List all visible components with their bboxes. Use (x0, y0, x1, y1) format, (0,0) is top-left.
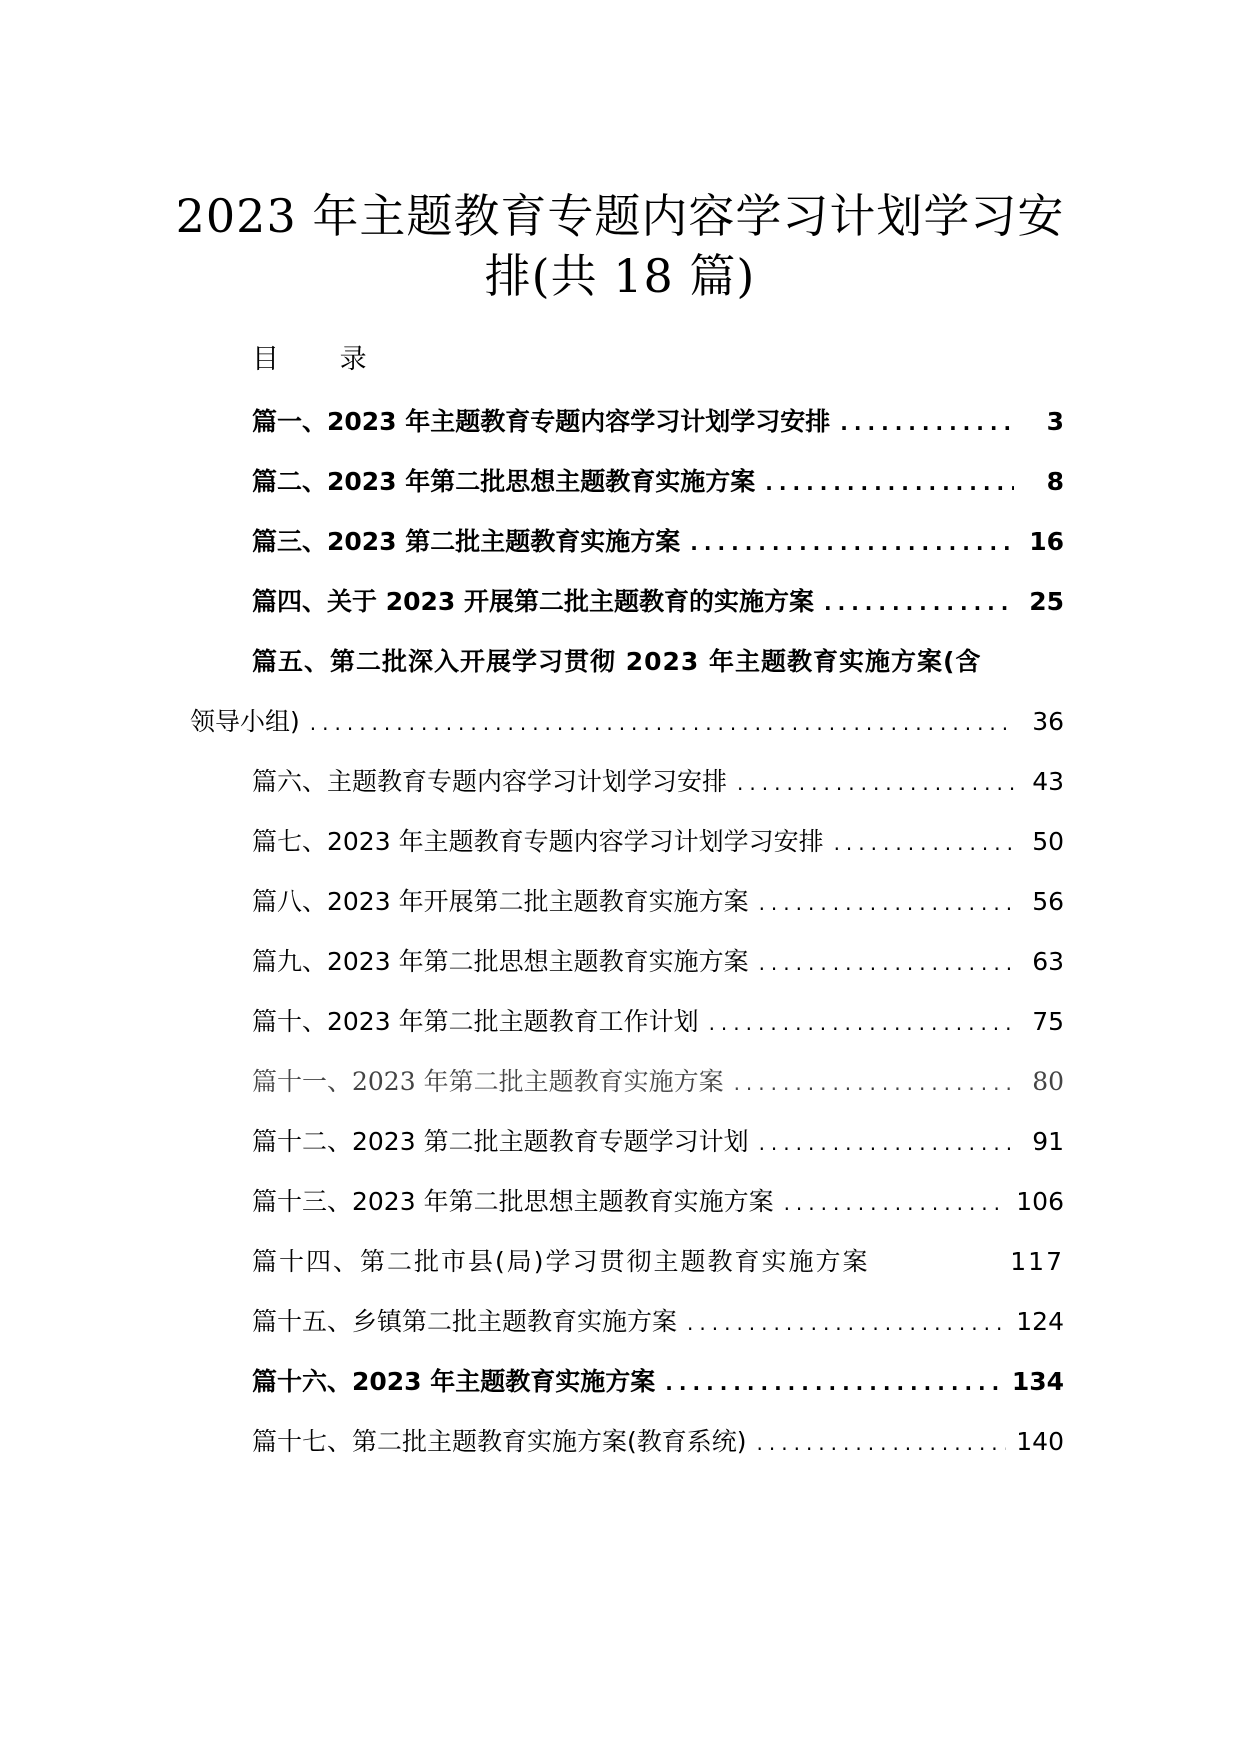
toc-entry[interactable] (252, 1362, 1064, 1402)
toc-entry[interactable] (252, 762, 1064, 802)
toc-entry-page: 140 (1016, 1427, 1064, 1456)
toc-entry-title: 篇十四、第二批市县(局)学习贯彻主题教育实施方案 (252, 1247, 870, 1276)
toc-entry-page: 50 (1032, 827, 1064, 856)
toc-entry-title: 篇二、2023 年第二批思想主题教育实施方案 (252, 467, 756, 496)
toc-entry-title: 篇十二、2023 第二批主题教育专题学习计划 (252, 1127, 749, 1156)
toc-leader-dots (709, 1003, 1014, 1043)
toc-entry-page: 3 (1046, 407, 1064, 436)
toc-leader-dots (690, 523, 1014, 563)
toc-entry-page: 91 (1032, 1127, 1064, 1156)
toc-entry-page: 134 (1011, 1367, 1064, 1396)
toc-entry[interactable] (252, 1422, 1064, 1462)
toc-entry-title: 篇十六、2023 年主题教育实施方案 (252, 1367, 656, 1396)
toc-entry-title: 篇十、2023 年第二批主题教育工作计划 (252, 1007, 699, 1036)
toc-entry-page: 124 (1016, 1307, 1064, 1336)
toc-entry-title: 篇十七、第二批主题教育实施方案(教育系统) (252, 1427, 747, 1456)
toc-entry-title: 篇四、关于 2023 开展第二批主题教育的实施方案 (252, 587, 814, 616)
toc-entry-page: 36 (1032, 707, 1064, 736)
document-title-line-2: 排(共 18 篇) (484, 249, 756, 303)
toc-entry[interactable] (252, 882, 1064, 922)
toc-entry[interactable] (252, 1002, 1064, 1042)
toc-entry[interactable] (252, 1062, 1064, 1102)
toc-entry-page: 80 (1032, 1067, 1064, 1096)
toc-entry-title: 篇十五、乡镇第二批主题教育实施方案 (252, 1307, 678, 1336)
toc-leader-dots (759, 883, 1014, 923)
toc-leader-dots (687, 1303, 1006, 1343)
toc-entry-page: 16 (1029, 527, 1064, 556)
toc-entry-title: 篇八、2023 年开展第二批主题教育实施方案 (252, 887, 749, 916)
toc-entry[interactable] (252, 1302, 1064, 1342)
toc-entry-title: 篇七、2023 年主题教育专题内容学习计划学习安排 (252, 827, 824, 856)
toc-entry[interactable] (252, 942, 1064, 982)
toc-leader-dots (734, 1063, 1014, 1103)
toc-entry-title: 篇三、2023 第二批主题教育实施方案 (252, 527, 681, 556)
toc-leader-dots (834, 823, 1014, 863)
toc-leader-dots (840, 403, 1014, 443)
toc-leader-dots (824, 583, 1014, 623)
toc-entry-title: 篇六、主题教育专题内容学习计划学习安排 (252, 767, 728, 796)
toc-entry-title: 篇九、2023 年第二批思想主题教育实施方案 (252, 947, 749, 976)
toc-entry[interactable] (252, 1122, 1064, 1162)
toc-entry[interactable] (252, 402, 1064, 442)
toc-entry[interactable] (252, 462, 1064, 502)
toc-entry[interactable] (252, 522, 1064, 562)
toc-leader-dots (737, 763, 1014, 803)
toc-entry-title: 篇十一、2023 年第二批主题教育实施方案 (252, 1067, 724, 1096)
toc-entry-page: 56 (1032, 887, 1064, 916)
toc-leader-dots (310, 703, 1014, 743)
toc-heading: 目 录 (252, 344, 393, 375)
toc-entry-page: 117 (1010, 1247, 1064, 1276)
toc-leader-dots (757, 1423, 1007, 1463)
toc-leader-dots (784, 1183, 1007, 1223)
toc-entry-title: 篇一、2023 年主题教育专题内容学习计划学习安排 (252, 407, 831, 436)
toc-leader-dots (765, 463, 1014, 503)
toc-entry[interactable] (252, 1242, 1064, 1282)
toc-entry-page: 75 (1032, 1007, 1064, 1036)
toc-entry[interactable] (252, 1182, 1064, 1222)
document-title-line-1: 2023 年主题教育专题内容学习计划学习安 (175, 189, 1065, 243)
toc-entry[interactable] (252, 822, 1064, 862)
toc-entry[interactable] (252, 582, 1064, 622)
toc-entry-title: 领导小组) (190, 707, 300, 736)
toc-entry-wrapped-line-2[interactable] (190, 702, 1064, 742)
toc-leader-dots (759, 943, 1014, 983)
toc-entry-page: 8 (1046, 467, 1064, 496)
toc-leader-dots (665, 1363, 1002, 1403)
toc-entry-wrapped-line-1[interactable]: 篇五、第二批深入开展学习贯彻 2023 年主题教育实施方案(含 (252, 647, 982, 676)
toc-entry-page: 25 (1029, 587, 1064, 616)
toc-entry-page: 43 (1032, 767, 1064, 796)
toc-entry-title: 篇十三、2023 年第二批思想主题教育实施方案 (252, 1187, 774, 1216)
toc-entry-page: 106 (1016, 1187, 1064, 1216)
toc-leader-dots (759, 1123, 1014, 1163)
toc-entry-page: 63 (1032, 947, 1064, 976)
